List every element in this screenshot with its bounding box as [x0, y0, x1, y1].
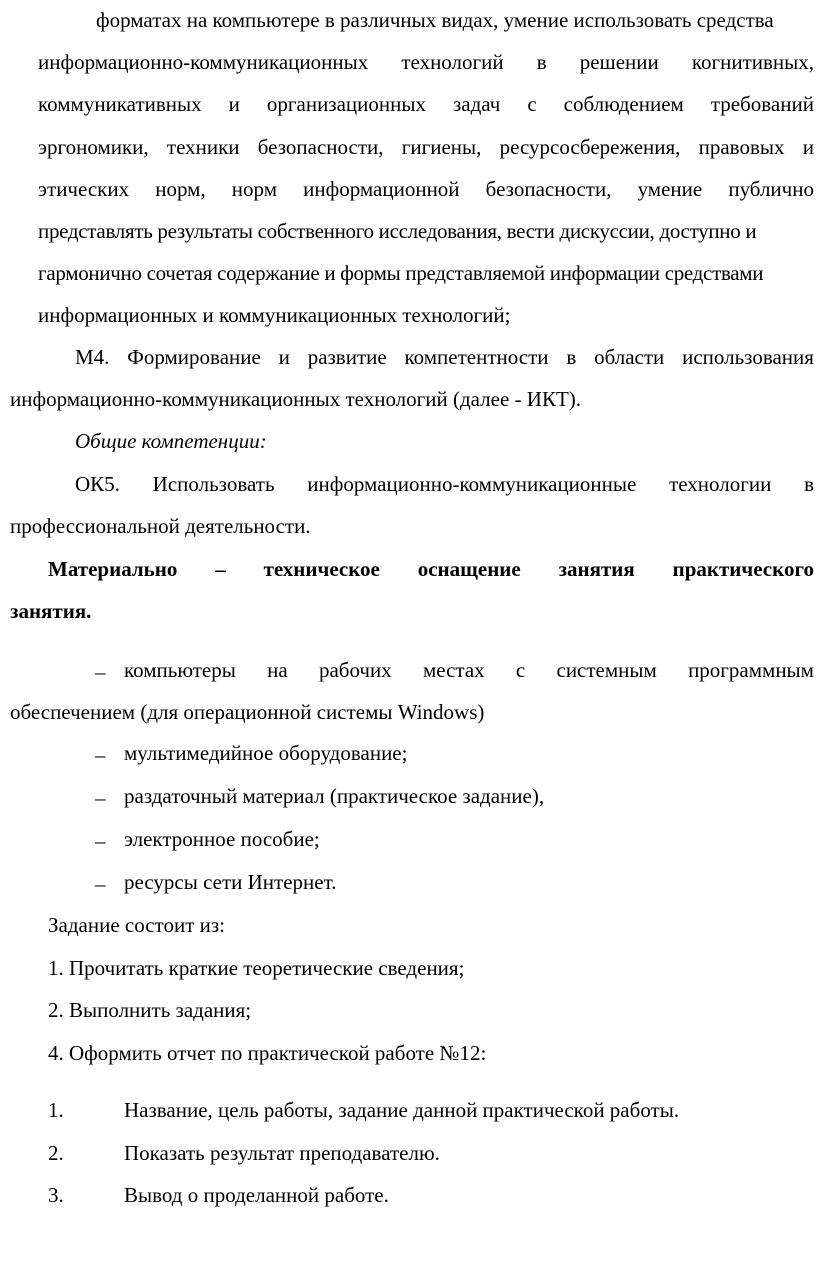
intro-line-7: гармонично сочетая содержание и формы представляемой информации средствами: [38, 261, 764, 285]
equipment-item-computers-line-1: компьютеры на рабочих местах с системным программным: [124, 658, 814, 682]
list-dash-icon: –: [95, 872, 106, 896]
equipment-heading-line-1: Материально – техническое оснащение занятия практического: [48, 557, 814, 581]
report-item-number: 2.: [48, 1141, 64, 1165]
list-dash-icon: –: [95, 743, 106, 767]
intro-line-5: этических норм, норм информационной безопасности, умение публично: [38, 177, 814, 201]
list-dash-icon: –: [95, 660, 106, 684]
report-item-number: 3.: [48, 1183, 64, 1207]
m4-line-1: М4. Формирование и развитие компетентности в области использования: [75, 345, 814, 369]
m4-line-2: информационно-коммуникационных технологий (далее - ИКТ).: [10, 387, 582, 411]
equipment-item: раздаточный материал (практическое задание),: [124, 784, 545, 808]
report-item-text: Показать результат преподавателю.: [124, 1141, 440, 1165]
equipment-item: ресурсы сети Интернет.: [124, 870, 337, 894]
report-item-text: Название, цель работы, задание данной практической работы.: [124, 1098, 680, 1122]
equipment-item: электронное пособие;: [124, 827, 320, 851]
task-step: 1. Прочитать краткие теоретические сведения;: [48, 956, 465, 980]
equipment-heading-line-2: занятия.: [10, 599, 92, 623]
general-competencies-heading: Общие компетенции:: [75, 429, 267, 453]
intro-line-6: представлять результаты собственного исследования, вести дискуссии, доступно и: [38, 219, 757, 243]
list-dash-icon: –: [95, 786, 106, 810]
task-heading: Задание состоит из:: [48, 913, 225, 937]
list-dash-icon: –: [95, 829, 106, 853]
ok5-line-1: ОК5. Использовать информационно-коммуникационные технологии в: [75, 472, 814, 496]
report-item-number: 1.: [48, 1098, 64, 1122]
equipment-item: мультимедийное оборудование;: [124, 741, 408, 765]
ok5-line-2: профессиональной деятельности.: [10, 514, 311, 538]
task-step: 2. Выполнить задания;: [48, 998, 252, 1022]
intro-line-4: эргономики, техники безопасности, гигиены, ресурсосбережения, правовых и: [38, 135, 814, 159]
intro-line-8: информационных и коммуникационных технологий;: [38, 303, 511, 327]
intro-line-1: форматах на компьютере в различных видах, умение использовать средства: [96, 8, 774, 32]
task-step: 4. Оформить отчет по практической работе №12:: [48, 1041, 487, 1065]
intro-line-3: коммуникативных и организационных задач с соблюдением требований: [38, 92, 814, 116]
report-item-text: Вывод о проделанной работе.: [124, 1183, 389, 1207]
equipment-item-computers-line-2: обеспечением (для операционной системы Windows): [10, 700, 485, 724]
intro-line-2: информационно-коммуникационных технологий в решении когнитивных,: [38, 50, 814, 74]
